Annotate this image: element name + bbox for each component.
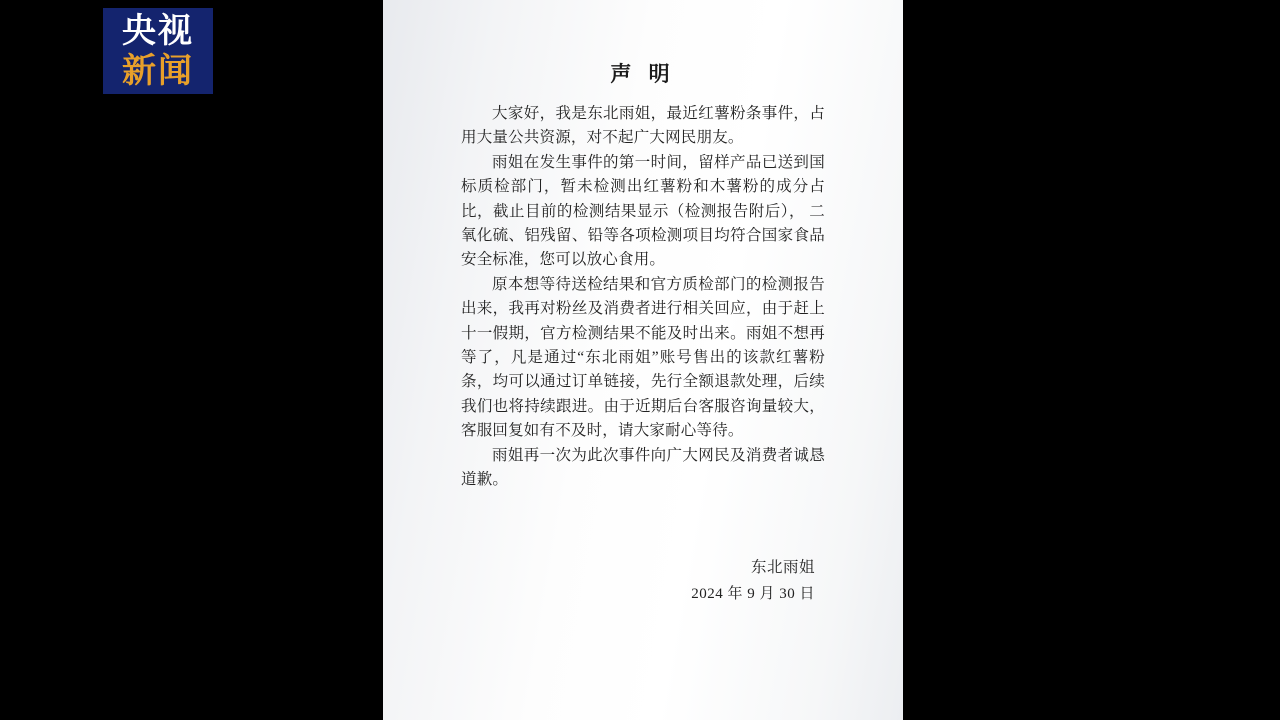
statement-document (383, 0, 903, 720)
logo-line-two: 新闻 (122, 52, 194, 90)
letterbox-right (903, 0, 1280, 720)
paragraph-2: 雨姐在发生事件的第一时间，留样产品已送到国标质检部门，暂未检测出红薯粉和木薯粉的成分占比，截止目前的检测结果显示（检测报告附后）， 二氧化硫、铝残留、铅等各项检测项目均符合国家食品安全标准，您可以放心食用。 (461, 153, 825, 269)
logo-line-one: 央视 (122, 12, 194, 50)
document-page (383, 0, 903, 720)
cctv-news-logo (103, 8, 213, 94)
paragraph-3: 原本想等待送检结果和官方质检部门的检测报告出来，我再对粉丝及消费者进行相关回应，由于赶上十一假期，官方检测结果不能及时出来。雨姐不想再等了，凡是通过“东北雨姐”账号售出的该款红薯粉条，均可以通过订单链接，先行全额退款处理，后续我们也将持续跟进。由于近期后台客服咨询量较大，客服回复如有不及时，请大家耐心等待。 (461, 275, 825, 440)
document-body (461, 102, 825, 493)
signature-date: 2024 年 9 月 30 日 (691, 585, 815, 602)
letterbox-left (0, 0, 383, 720)
paragraph-4: 雨姐再一次为此次事件向广大网民及消费者诚恳道歉。 (461, 446, 825, 489)
paragraph-1: 大家好，我是东北雨姐，最近红薯粉条事件，占用大量公共资源，对不起广大网民朋友。 (461, 105, 825, 147)
signature-block (383, 555, 815, 607)
document-title: 声 明 (610, 62, 676, 86)
signature-name: 东北雨姐 (750, 558, 815, 576)
